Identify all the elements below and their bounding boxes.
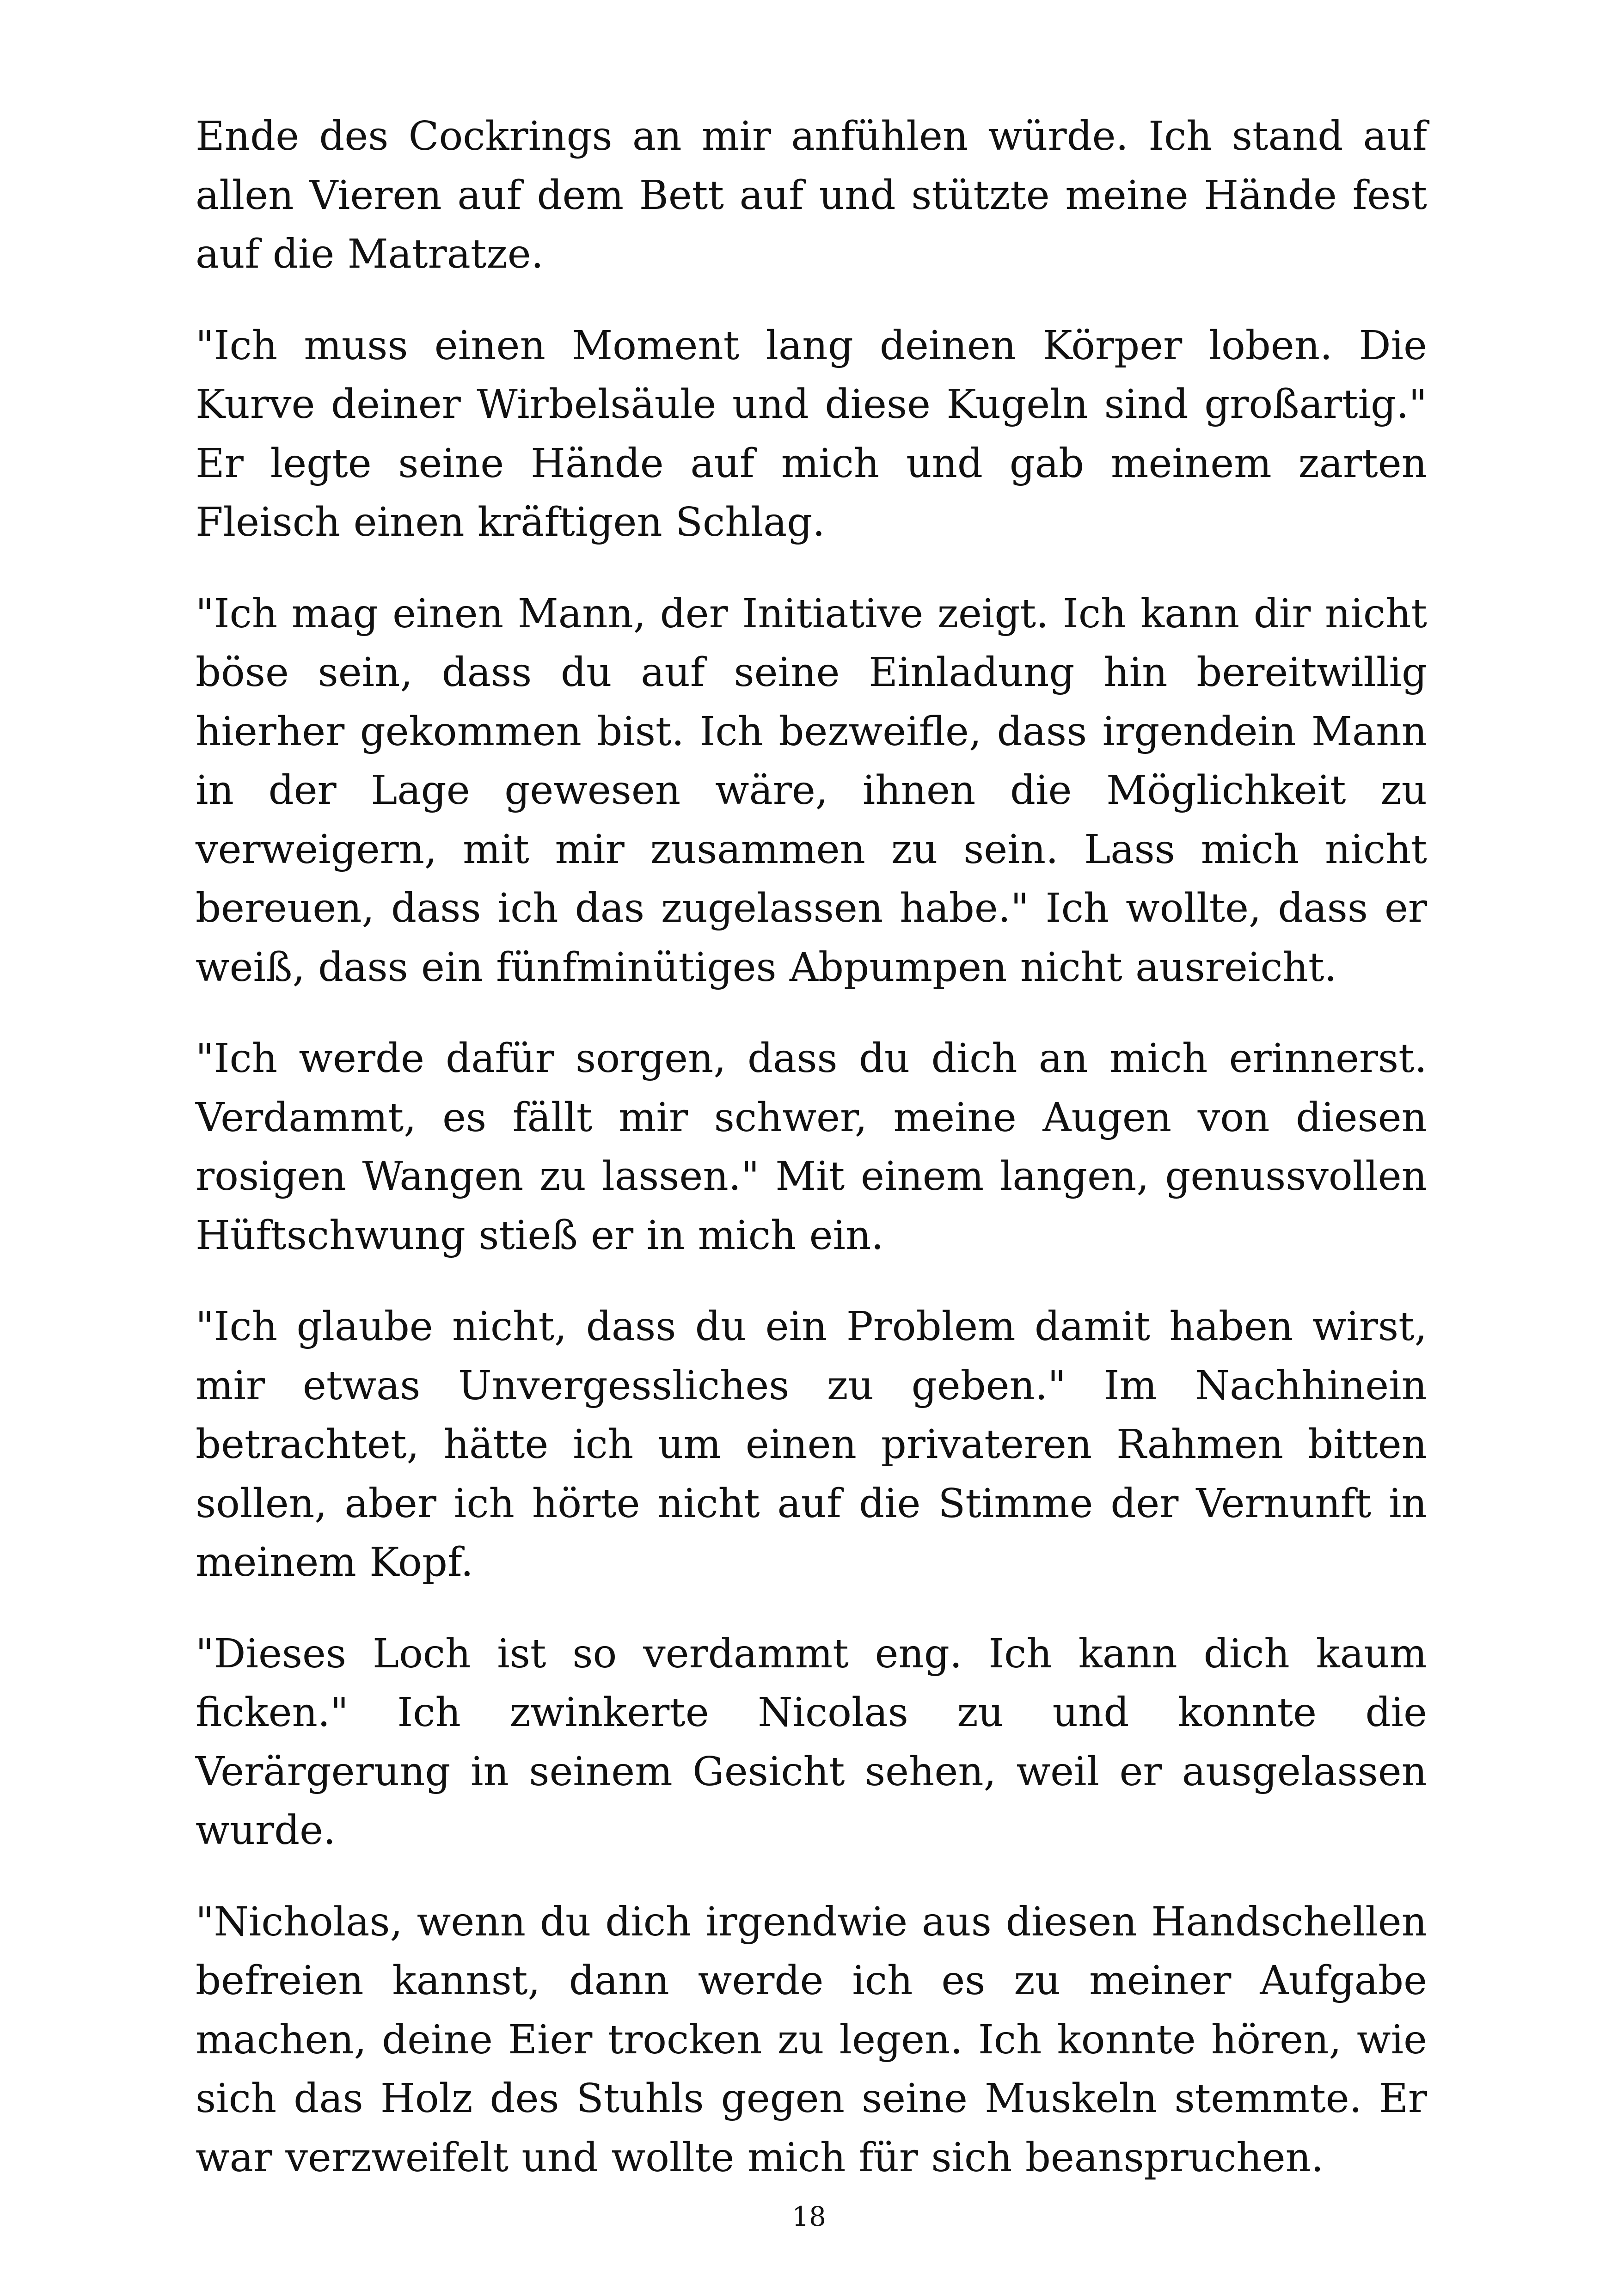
paragraph: "Ich muss einen Moment lang deinen Körper loben. Die Kurve deiner Wirbelsäule und diese Kugeln sind großartig." Er legte seine Hände auf mich und gab meinem zarten Fleisch einen kräftigen Schlag. bbox=[196, 322, 1427, 545]
paragraph: "Ich werde dafür sorgen, dass du dich an mich erinnerst. Verdammt, es fällt mir schwer, meine Augen von diesen rosigen Wangen zu lassen." Mit einem langen, genussvollen Hüftschwung stieß er in mich ein. bbox=[196, 1035, 1427, 1259]
paragraph: "Nicholas, wenn du dich irgendwie aus diesen Handschellen befreien kannst, dann werde ich es zu meiner Aufgabe machen, deine Eier trocken zu legen. Ich konnte hören, wie sich das Holz des Stuhls gegen seine Muskeln stemmte. Er war verzweifelt und wollte mich für sich beanspruchen. bbox=[196, 1898, 1427, 2181]
paragraph: Ende des Cockrings an mir anfühlen würde. Ich stand auf allen Vieren auf dem Bett auf und stützte meine Hände fest auf die Matratze. bbox=[196, 113, 1427, 277]
paragraph: "Ich mag einen Mann, der Initiative zeigt. Ich kann dir nicht böse sein, dass du auf seine Einladung hin bereitwillig hierher gekommen bist. Ich bezweifle, dass irgendein Mann in der Lage gewesen wäre, ihnen die Möglichkeit zu verweigern, mit mir zusammen zu sein. Lass mich nicht bereuen, dass ich das zugelassen habe." Ich wollte, dass er weiß, dass ein fünfminütiges Abpumpen nicht ausreicht. bbox=[196, 590, 1427, 991]
page-number: 18 bbox=[792, 2201, 826, 2232]
paragraph: "Dieses Loch ist so verdammt eng. Ich kann dich kaum ficken." Ich zwinkerte Nicolas zu und konnte die Verärgerung in seinem Gesicht sehen, weil er ausgelassen wurde. bbox=[196, 1630, 1427, 1854]
paragraph: "Ich glaube nicht, dass du ein Problem damit haben wirst, mir etwas Unvergessliches zu geben." Im Nachhinein betrachtet, hätte ich um einen privateren Rahmen bitten sollen, aber ich hörte nicht auf die Stimme der Vernunft in meinem Kopf. bbox=[196, 1304, 1427, 1586]
body-text bbox=[196, 107, 1427, 2220]
